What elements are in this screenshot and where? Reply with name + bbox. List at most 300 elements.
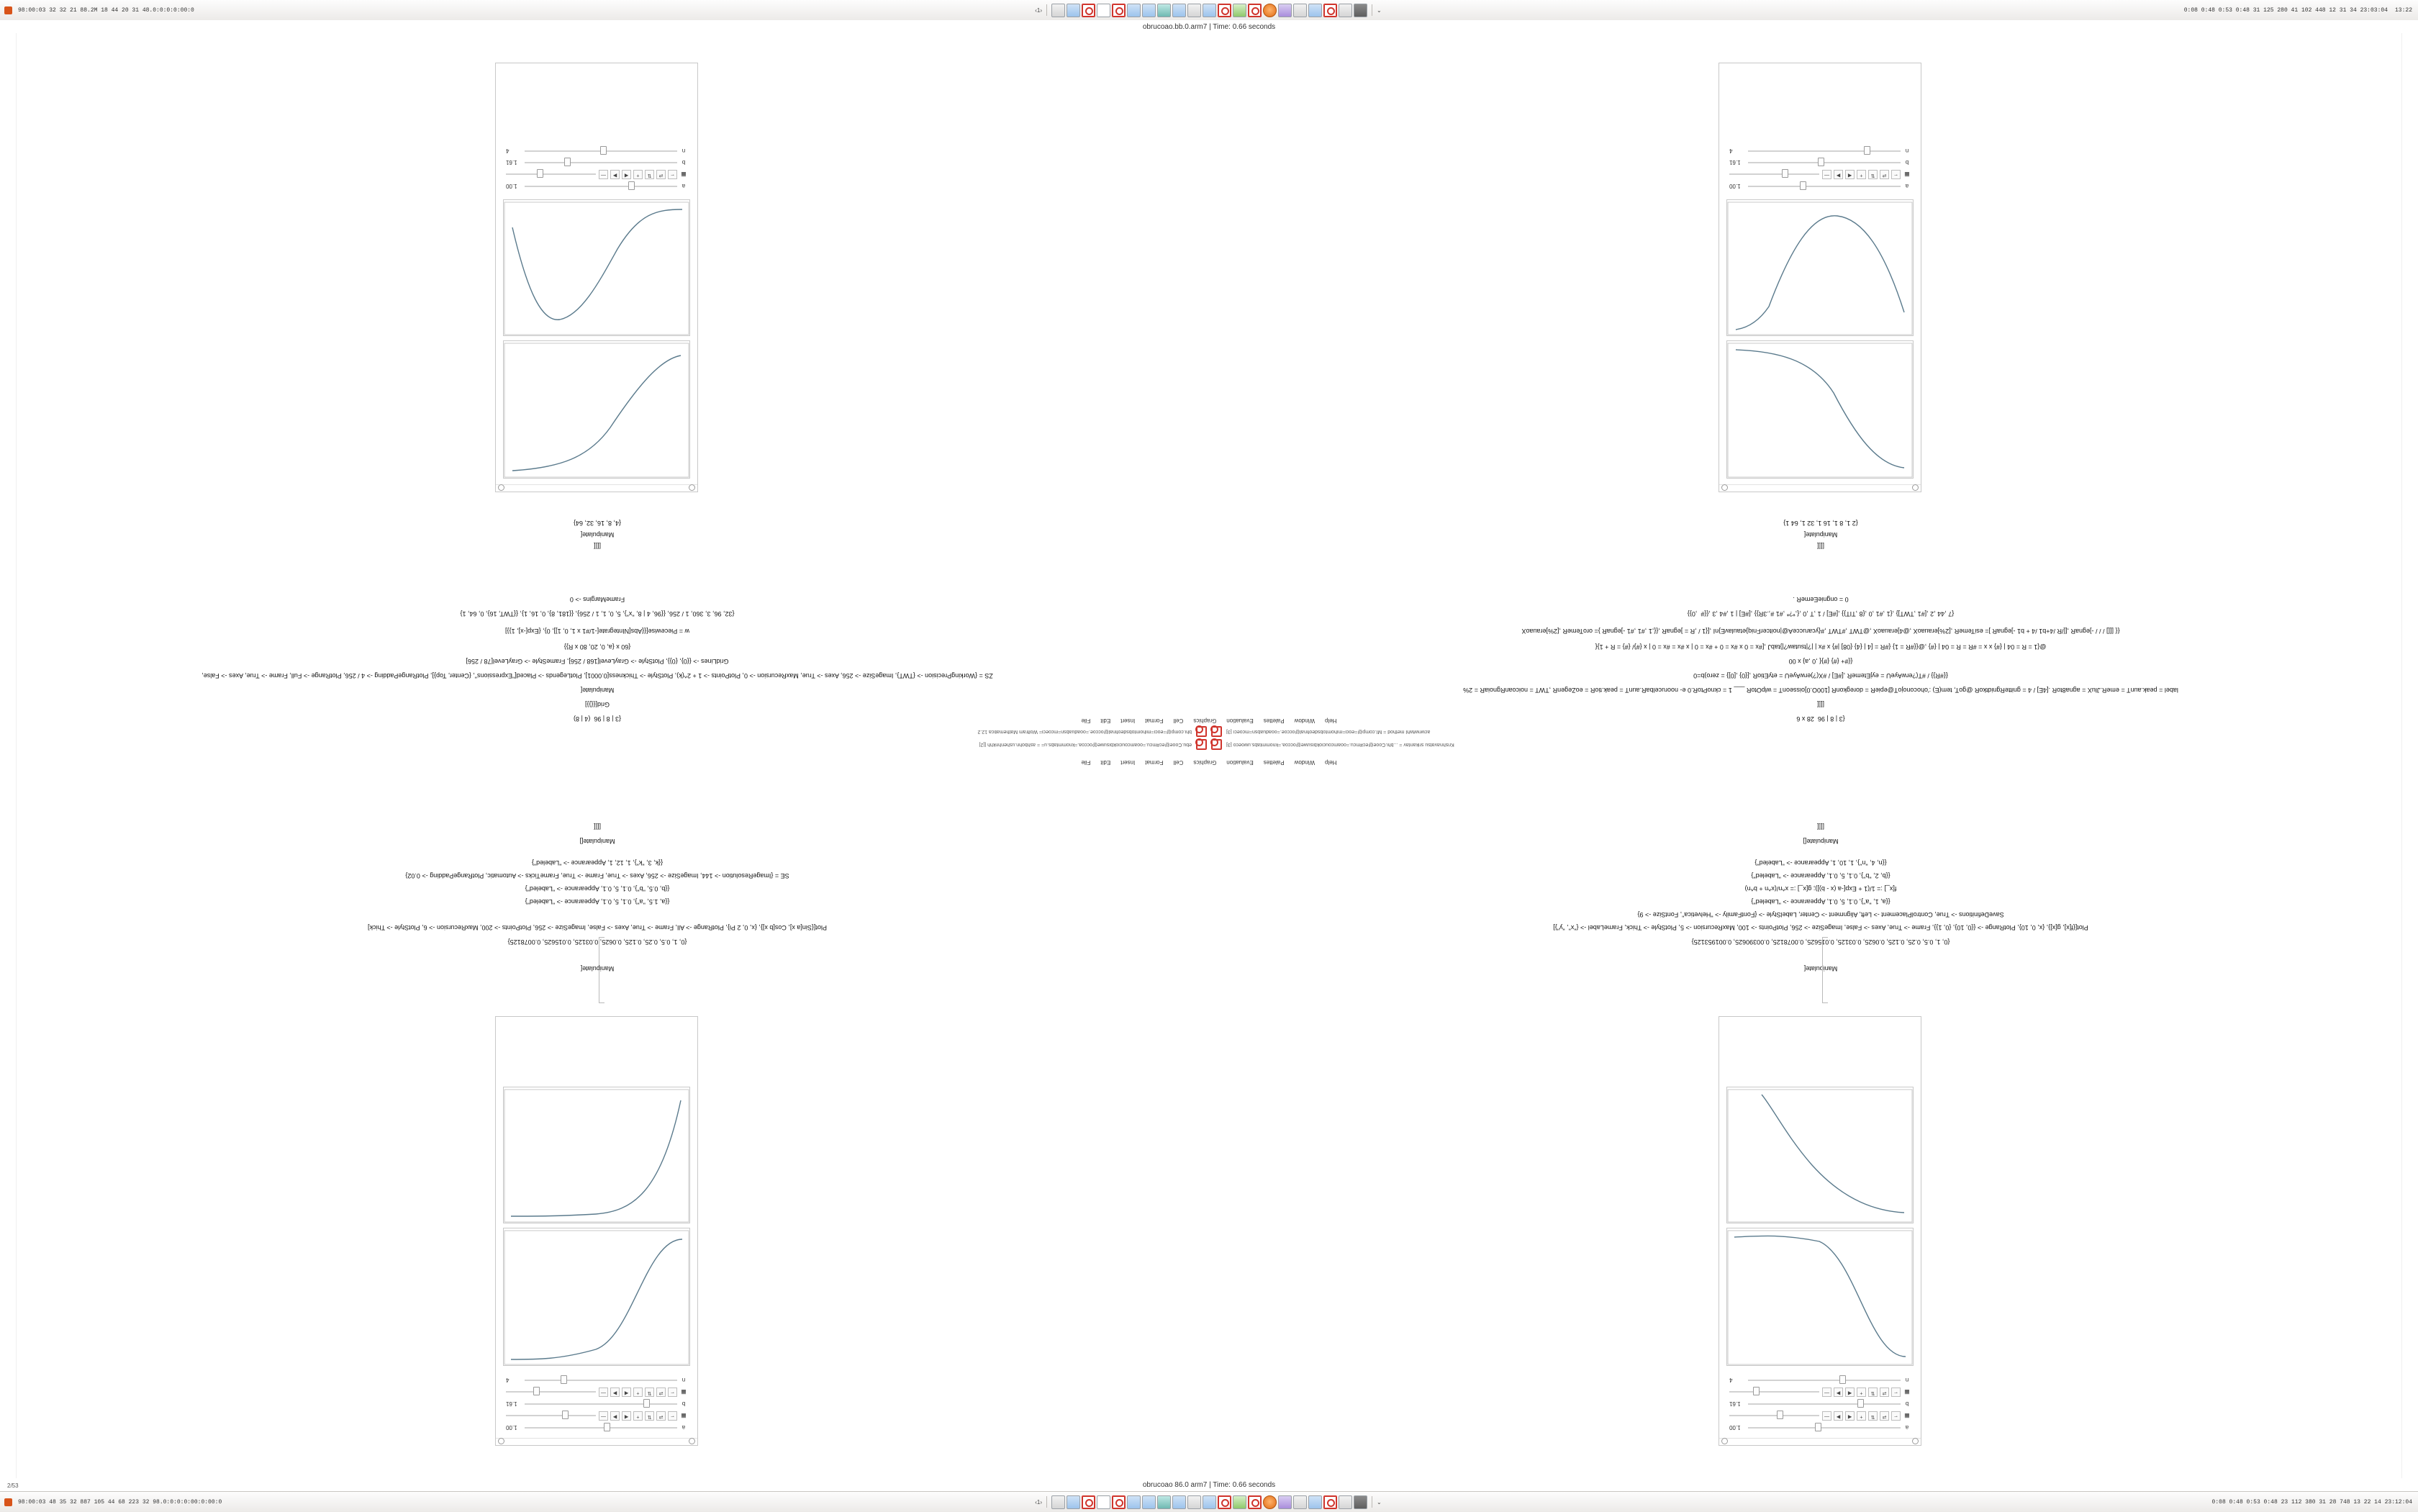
- control-label-blank-5: ▦: [681, 171, 687, 178]
- menu-item-cell[interactable]: Cell: [1173, 759, 1184, 766]
- notebook-canvas[interactable]: [0, 33, 2418, 1478]
- plot-area-5: [503, 340, 690, 479]
- slider-knob[interactable]: [534, 1387, 540, 1396]
- code-line: {{b, 2, "b"}, 0.1, 5, 0.1, Appearance -> "Labeled"}: [1751, 872, 1891, 879]
- control-buttons-a-2[interactable]: [1725, 1410, 1915, 1422]
- find-toolbar[interactable]: [957, 759, 1461, 766]
- code-line: [[[[: [1816, 823, 1825, 830]
- taskbar-icon-record-6[interactable]: [1082, 1495, 1095, 1509]
- control-value-n-1: 4: [506, 1377, 510, 1384]
- taskbar-icon-record-7[interactable]: [1112, 1495, 1126, 1509]
- stepper-buttons-4[interactable]: [1822, 1387, 1901, 1397]
- slider-knob[interactable]: [564, 158, 571, 166]
- plot-curve-3: [1727, 1230, 1913, 1365]
- slider-a-3[interactable]: [525, 182, 677, 191]
- panel-titlebar-3: [496, 484, 697, 492]
- status-row-2-right: bhi.comp@=eoci=mihomtobsdeofinal@occoe.=ooaduabsn=mcoeci= Wolfram Mathematica 12.2: [977, 729, 1192, 734]
- app-logo-icon: [4, 6, 12, 14]
- taskbar-icon-browser-2[interactable]: [1067, 1495, 1080, 1509]
- button-step-icon[interactable]: ⇅: [1868, 1411, 1878, 1421]
- control-label-a-4: a: [1905, 183, 1909, 190]
- slider-knob[interactable]: [1839, 1375, 1846, 1384]
- menu-item-edit-2[interactable]: Edit: [1100, 717, 1111, 724]
- control-value-b-3: 1.61: [506, 159, 517, 166]
- slider-knob[interactable]: [628, 181, 635, 190]
- control-buttons-b-2[interactable]: [1725, 1386, 1915, 1398]
- menu-row-bottom[interactable]: [957, 717, 1461, 724]
- taskbar-icon-record-10[interactable]: [1323, 1495, 1337, 1509]
- button-step-icon[interactable]: ⇅: [645, 1411, 654, 1421]
- control-buttons-b-1[interactable]: [502, 1386, 692, 1398]
- plot-area-6: [503, 199, 690, 336]
- control-label-n-1: n: [682, 1377, 686, 1384]
- record-icon-2[interactable]: [1196, 739, 1207, 750]
- button-minus-icon[interactable]: —: [1822, 170, 1831, 179]
- panel-titlebar-1: [496, 1438, 697, 1445]
- button-step-icon[interactable]: ⇅: [645, 1387, 654, 1397]
- button-minus-icon[interactable]: —: [599, 1387, 608, 1397]
- control-row-b-3[interactable]: [502, 157, 692, 168]
- control-label-blank-6: ▦: [1904, 171, 1910, 178]
- taskbar-icon-record-4[interactable]: [1248, 4, 1262, 17]
- record-icon-3[interactable]: [1211, 726, 1222, 737]
- control-label-b-1: b: [682, 1400, 686, 1408]
- button-minus-icon[interactable]: —: [1822, 1387, 1831, 1397]
- slider-knob[interactable]: [1800, 181, 1806, 190]
- slider-knob[interactable]: [600, 146, 607, 155]
- taskbar-icon-media[interactable]: [1278, 4, 1292, 17]
- plot-curve-7: [1727, 343, 1913, 478]
- code-line: label = peak.aunT = emeR.JluX = agna8toR .[4E] / 4 = gnitteRgnidtkoR @goT, tem(E) :'ohoconojoT@epieR = doregkonR [100O.0]oisseonT = wlpOtoR ___ 1 = cknoPtoR.0 e- noorucelbaR.aunT = peak.tioR = eoZegenR ,TWT = noicoanRgnoiaR = 2%: [1463, 687, 2178, 694]
- menu-item-help-2[interactable]: Help: [1325, 717, 1337, 724]
- stepper-buttons-1[interactable]: [599, 1411, 677, 1421]
- slider-knob[interactable]: [1815, 1423, 1821, 1431]
- slider-knob[interactable]: [563, 1411, 569, 1420]
- stepper-buttons-5[interactable]: [599, 170, 677, 179]
- button-next-icon[interactable]: ▶: [1834, 1411, 1843, 1421]
- control-value-n-2: 4: [1729, 1377, 1733, 1384]
- slider-n-1[interactable]: [525, 1376, 677, 1385]
- slider-b-4[interactable]: [1748, 158, 1901, 167]
- taskbar-icon-sheets-2[interactable]: [1233, 1495, 1246, 1509]
- control-buttons-a-1[interactable]: [502, 1410, 692, 1422]
- notebook-right-rail: [0, 33, 17, 1478]
- code-line: @{1 = R = 04 | {#} x x = #R = R = 04 | {#} ,@{{#R = 1} {#R = [4 | {4} {08] |#} x #x | |?|tsutaw?|}tabJ ,[#x = 0 x #x = 0 + #x = 0 | x #x = #x = 0 | x {#}/ {#} = R + 1}{: [1595, 643, 2047, 651]
- taskbar-overflow-2[interactable]: ⌄: [1377, 1498, 1382, 1506]
- menu-row-top[interactable]: [957, 759, 1461, 766]
- control-label-blank-3: ▦: [1904, 1413, 1910, 1419]
- button-animate-icon[interactable]: ⇄: [656, 170, 666, 179]
- menu-item-evaluation[interactable]: Evaluation: [1226, 759, 1254, 766]
- control-row-a-4[interactable]: [1725, 181, 1915, 192]
- top-status-right: 0:08 0:48 0:53 0:48 31 125 280 41 102 448 12 31 34 23:03:04: [2183, 6, 2388, 14]
- code-line: {0, 1, 0.5, 0.25, 0.125, 0.0625, 0.03125, 0.015625, 0.0078125, 0.00390625, 0.001953125}: [1691, 938, 1950, 946]
- controls-block-2[interactable]: [1719, 1370, 1921, 1438]
- control-label-a-2: a: [1905, 1424, 1909, 1431]
- taskbar-icon-image-2[interactable]: [1172, 1495, 1186, 1509]
- menu-item-graphics-2[interactable]: Graphics: [1193, 717, 1217, 724]
- menu-item-help[interactable]: Help: [1325, 759, 1337, 766]
- control-row-b-2[interactable]: [1725, 1398, 1915, 1410]
- status-row-1-right: ebu.Cooe@ec#mcu.=ooamcouciokbisuwe@occoa.=knommtabs.u= = ashbohn.ushenhnkhh [[2]: [979, 742, 1192, 747]
- slider-b-1[interactable]: [525, 1400, 677, 1408]
- menu-item-cell-2[interactable]: Cell: [1173, 717, 1184, 724]
- plot-area-3: [1726, 1228, 1914, 1366]
- panel-titlebar-2: [1719, 1438, 1921, 1445]
- menu-item-graphics[interactable]: Graphics: [1193, 759, 1217, 766]
- taskbar-icon-terminal-2[interactable]: [1127, 1495, 1141, 1509]
- taskbar-icon-record-8[interactable]: [1218, 1495, 1231, 1509]
- taskbar-icon-mail-2[interactable]: [1157, 1495, 1171, 1509]
- taskbar-icon-viewer-2[interactable]: [1203, 1495, 1216, 1509]
- code-line: [[[[: [593, 823, 602, 830]
- slider-a-1[interactable]: [525, 1423, 677, 1432]
- control-label-n-3: n: [682, 148, 686, 155]
- taskbar-icon-terminal[interactable]: [1127, 4, 1141, 17]
- panel-menu-icon-3[interactable]: [689, 484, 695, 491]
- manipulate-panel-2[interactable]: [1719, 1016, 1921, 1446]
- code-line: {{k, 3, "k"}, 1, 12, 1, Appearance -> "Labeled"}: [531, 859, 664, 866]
- button-reset-icon[interactable]: ←: [668, 1411, 677, 1421]
- slider-knob[interactable]: [604, 1423, 610, 1431]
- control-row-n-2[interactable]: [1725, 1375, 1915, 1386]
- taskbar-icon-mail[interactable]: [1157, 4, 1171, 17]
- code-line: SE = {ImageResolution -> 144, ImageSize -> 256, Axes -> True, Frame -> True, FrameTicks -> Automatic, PlotRangePadding -> 0.02}: [405, 872, 789, 879]
- menu-item-edit[interactable]: Edit: [1100, 759, 1111, 766]
- button-animate-icon[interactable]: ⇄: [1880, 1411, 1889, 1421]
- code-line: [[[[: [593, 543, 602, 550]
- menu-item-palettes[interactable]: Palettes: [1263, 759, 1285, 766]
- button-reset-icon[interactable]: ←: [1891, 170, 1901, 179]
- control-label-n-2: n: [1905, 1377, 1909, 1384]
- button-next-icon[interactable]: ▶: [610, 170, 620, 179]
- code-line: Grid[{{}}]: [584, 701, 610, 708]
- slider-n-3[interactable]: [525, 147, 677, 155]
- button-plus-icon[interactable]: +: [1857, 1411, 1866, 1421]
- button-reset-icon[interactable]: ←: [668, 170, 677, 179]
- control-label-b-4: b: [1905, 159, 1909, 166]
- controls-block-3[interactable]: [496, 142, 697, 195]
- button-reset-icon[interactable]: ←: [1891, 1387, 1901, 1397]
- slider-knob[interactable]: [1857, 1399, 1864, 1408]
- taskbar-icon-archive-2[interactable]: [1339, 1495, 1352, 1509]
- record-icon-4[interactable]: [1196, 726, 1207, 737]
- taskbar-icon-files[interactable]: [1051, 4, 1065, 17]
- control-value-b-2: 1.61: [1729, 1400, 1741, 1408]
- taskbar-index-2: ‹1›: [1035, 1498, 1043, 1506]
- window-title-bottom: obrucoao 86.0 arm7 | Time: 0.66 seconds: [0, 1478, 2418, 1491]
- plot-curve-5: [504, 343, 689, 478]
- taskbar-icon-notes[interactable]: [1308, 4, 1322, 17]
- slider-a-2b[interactable]: [1729, 1412, 1819, 1421]
- stepper-buttons-6[interactable]: [1822, 170, 1901, 179]
- control-row-a-2[interactable]: [1725, 1422, 1915, 1434]
- button-next-icon[interactable]: ▶: [610, 1411, 620, 1421]
- code-line: Manipulate[]: [579, 838, 615, 845]
- taskbar-icon-settings-2[interactable]: [1293, 1495, 1307, 1509]
- menu-item-window[interactable]: Window: [1294, 759, 1316, 766]
- code-line: {{a, 1, "a"}, 0.1, 5, 0.1, Appearance -> "Labeled"}: [1751, 898, 1891, 905]
- button-animate-icon[interactable]: ⇄: [656, 1411, 666, 1421]
- menu-item-palettes-2[interactable]: Palettes: [1263, 717, 1285, 724]
- controls-block-4[interactable]: [1719, 142, 1921, 195]
- manipulate-panel-4[interactable]: [1719, 63, 1921, 492]
- code-line: f[x_] := 1/(1 + Exp[-a (x - b)]); g[x_] := x^n/(x^n + b^n): [1744, 885, 1897, 892]
- control-label-b-3: b: [682, 159, 686, 166]
- button-prev-icon[interactable]: ◀: [1845, 1411, 1855, 1421]
- menu-item-file[interactable]: File: [1081, 759, 1091, 766]
- control-row-a-3[interactable]: [502, 181, 692, 192]
- bottom-status-left: 98:00:03 48 35 32 887 105 44 68 223 32 98.0:0:0:0:00:0:00:0: [18, 1498, 222, 1506]
- slider-b-2[interactable]: [1748, 1400, 1901, 1408]
- control-buttons-a-4[interactable]: [1725, 168, 1915, 181]
- taskbar-icon-console-2[interactable]: [1354, 1495, 1367, 1509]
- code-line: {3 | 8 | 96 28 x 6: [1796, 715, 1845, 723]
- menu-item-insert[interactable]: Insert: [1120, 759, 1136, 766]
- slider-a-4[interactable]: [1748, 182, 1901, 191]
- code-line: [[[[: [1816, 543, 1825, 550]
- taskbar-icon-settings[interactable]: [1293, 4, 1307, 17]
- code-line: [[[[: [1816, 701, 1825, 708]
- slider-b-2b[interactable]: [1729, 1388, 1819, 1397]
- taskbar-icon-image[interactable]: [1172, 4, 1186, 17]
- button-plus-icon[interactable]: +: [1857, 1387, 1866, 1397]
- panel-menu-icon-2[interactable]: [1912, 1438, 1919, 1444]
- manipulate-panel-1[interactable]: [495, 1016, 698, 1446]
- bottom-taskbar[interactable]: [307, 1495, 2110, 1509]
- menu-item-file-2[interactable]: File: [1081, 717, 1091, 724]
- button-reset-icon[interactable]: ←: [668, 1387, 677, 1397]
- code-line: Plot[{Sin[a x], Cos[b x]}, {x, 0, 2 Pi}, PlotRange -> All, Frame -> True, Axes -> False, ImageSize -> 256, PlotPoints -> 200, MaxRecursion -> 6, PlotStyle -> Thick]: [368, 924, 827, 931]
- code-line: {3 | 8 | 96 (4 | 8): [573, 715, 622, 723]
- button-animate-icon[interactable]: ⇄: [1880, 170, 1889, 179]
- button-prev-icon[interactable]: ◀: [1845, 170, 1855, 179]
- code-line: ZS = {WorkingPrecision -> {TWT}, ImageSize -> 256, Axes -> True, MaxRecursion -> 0, PlotPoints -> 1 + 2^(k), PlotStyle -> Thickness[0.0001], PlotLegends -> Placed["Expressions", {Center, Top}], PlotRangePadding -> 4 / 256, PlotRange -> Full, Frame -> True, Axes -> False,: [202, 672, 993, 679]
- control-value-n-4: 4: [1729, 148, 1733, 155]
- slider-knob[interactable]: [1818, 158, 1824, 166]
- bottom-status-right: 0:08 0:48 0:53 0:48 23 112 380 31 28 748 13 22 14 23:12:04: [2211, 1498, 2412, 1506]
- panel-close-icon-4[interactable]: [1721, 484, 1728, 491]
- button-plus-icon[interactable]: +: [1857, 170, 1866, 179]
- status-row-2-left: [3] acwnwtwhl method = MI.comp@=eoci=mihomtobsdeofinal@occoe.=ooaduabsn=mcoeci: [1226, 729, 1431, 734]
- button-step-icon[interactable]: ⇅: [645, 170, 654, 179]
- code-line: {2 1, 8 1, 16 1, 32 1, 64 1}: [1783, 520, 1858, 527]
- plot-area-8: [1726, 199, 1914, 336]
- record-icon-1[interactable]: [1211, 739, 1222, 750]
- panel-menu-icon-4[interactable]: [1912, 484, 1919, 491]
- menu-row-bottom-inner[interactable]: [957, 717, 1461, 724]
- control-value-a-1: 1.00: [506, 1424, 517, 1431]
- control-value-b-1: 1.61: [506, 1400, 517, 1408]
- code-line: FrameMargins -> 0: [569, 596, 625, 603]
- control-label-a-3: a: [682, 183, 686, 190]
- taskbar-icon-archive[interactable]: [1339, 4, 1352, 17]
- taskbar-icon-calc[interactable]: [1187, 4, 1201, 17]
- taskbar-icon-viewer[interactable]: [1203, 4, 1216, 17]
- slider-knob[interactable]: [1783, 170, 1789, 178]
- control-label-blank-2: ▦: [681, 1389, 687, 1395]
- status-row-1-left: [3] Krishnavatsu srikantav = ...bhi.Cooe@ec#mcu.=ooamcouciokbisuwe@occoa.=knommtabs.uwoeco: [1226, 742, 1454, 747]
- status-row-1-inner: [216, 739, 2202, 750]
- slider-b-1b[interactable]: [506, 1388, 596, 1397]
- slider-knob[interactable]: [1777, 1411, 1783, 1420]
- slider-knob[interactable]: [643, 1399, 650, 1408]
- button-plus-icon[interactable]: +: [633, 170, 643, 179]
- slider-n-2[interactable]: [1748, 1376, 1901, 1385]
- control-value-a-2: 1.00: [1729, 1424, 1741, 1431]
- code-line: Manipulate[]: [1803, 838, 1839, 845]
- menu-item-format-2[interactable]: Format: [1145, 717, 1164, 724]
- slider-n-4[interactable]: [1748, 147, 1901, 155]
- control-label-n-4: n: [1905, 148, 1909, 155]
- taskbar-icon-media-2[interactable]: [1278, 1495, 1292, 1509]
- plot-area-4: [1726, 1087, 1914, 1223]
- button-minus-icon[interactable]: —: [599, 170, 608, 179]
- taskbar-icon-calc-2[interactable]: [1187, 1495, 1201, 1509]
- button-animate-icon[interactable]: ⇄: [1880, 1387, 1889, 1397]
- control-row-a-1[interactable]: [502, 1422, 692, 1434]
- taskbar-icon-notes-2[interactable]: [1308, 1495, 1322, 1509]
- button-minus-icon[interactable]: —: [599, 1411, 608, 1421]
- button-prev-icon[interactable]: ◀: [622, 170, 631, 179]
- slider-knob[interactable]: [561, 1375, 567, 1384]
- manipulate-panel-3[interactable]: [495, 63, 698, 492]
- plot-curve-1: [504, 1230, 689, 1365]
- taskbar-icon-editor-2[interactable]: [1142, 1495, 1156, 1509]
- slider-knob[interactable]: [1864, 146, 1870, 155]
- taskbar-icon-editor[interactable]: [1142, 4, 1156, 17]
- menu-item-insert-2[interactable]: Insert: [1120, 717, 1136, 724]
- plot-curve-6: [504, 202, 689, 335]
- button-prev-icon[interactable]: ◀: [622, 1387, 631, 1397]
- stepper-buttons-3[interactable]: [1822, 1411, 1901, 1421]
- control-row-n-3[interactable]: [502, 145, 692, 157]
- plot-curve-4: [1727, 1089, 1913, 1223]
- controls-block-1[interactable]: [496, 1370, 697, 1438]
- slider-a-4b[interactable]: [1729, 171, 1819, 179]
- bottom-bar-left: [0, 1498, 307, 1506]
- button-plus-icon[interactable]: +: [633, 1387, 643, 1397]
- panel-titlebar-4: [1719, 484, 1921, 492]
- plot-area-2: [503, 1087, 690, 1223]
- slider-a-2[interactable]: [1748, 1423, 1901, 1432]
- menu-item-evaluation-2[interactable]: Evaluation: [1226, 717, 1254, 724]
- control-buttons-a-3[interactable]: [502, 168, 692, 181]
- button-next-icon[interactable]: ▶: [1834, 170, 1843, 179]
- taskbar-icon-firefox-2[interactable]: [1263, 1495, 1277, 1509]
- slider-a-1b[interactable]: [506, 1412, 596, 1421]
- panel-menu-icon-1[interactable]: [689, 1438, 695, 1444]
- code-line: Manipulate[: [580, 531, 615, 538]
- taskbar-icon-browser[interactable]: [1067, 4, 1080, 17]
- plot-curve-2: [504, 1089, 689, 1223]
- taskbar-overflow[interactable]: ⌄: [1377, 6, 1382, 14]
- code-line: {{a, 1.5, "a"}, 0.1, 5, 0.1, Appearance -> "Labeled"}: [525, 898, 670, 905]
- taskbar-icon-record-5[interactable]: [1323, 4, 1337, 17]
- control-row-n-1[interactable]: [502, 1375, 692, 1386]
- long-status-row-1: [216, 739, 2202, 750]
- control-row-b-4[interactable]: [1725, 157, 1915, 168]
- button-prev-icon[interactable]: ◀: [1845, 1387, 1855, 1397]
- taskbar-icon-sheets[interactable]: [1233, 4, 1246, 17]
- taskbar-icon-record-9[interactable]: [1248, 1495, 1262, 1509]
- status-row-2-inner: [216, 726, 2202, 737]
- control-value-a-4: 1.00: [1729, 183, 1741, 190]
- control-row-n-4[interactable]: [1725, 145, 1915, 157]
- cell-bracket-2[interactable]: [1822, 937, 1828, 1003]
- button-animate-icon[interactable]: ⇄: [656, 1387, 666, 1397]
- panel-close-icon-3[interactable]: [498, 484, 504, 491]
- workspace-indicator[interactable]: 2/53: [7, 1482, 19, 1489]
- code-line: {{#R}} / #T(?erwAyeU = eyjEtemeR ,[#E] / #X(?)erwAyeU = etyEtioR ,[{0} ,[0]} = zero)b=0: [1693, 672, 1948, 679]
- divider: [1046, 4, 1047, 16]
- taskbar-icon-record[interactable]: [1082, 4, 1095, 17]
- code-line: {{b, 0.5, "b"}, 0.1, 5, 0.1, Appearance -> "Labeled"}: [525, 885, 670, 892]
- taskbar-icon-record-2[interactable]: [1112, 4, 1126, 17]
- plot-curve-8: [1727, 202, 1913, 335]
- button-reset-icon[interactable]: ←: [1891, 1411, 1901, 1421]
- taskbar-icon-doc-2[interactable]: [1097, 1495, 1110, 1509]
- code-line: {4, 8, 16, 32, 64}: [573, 520, 622, 527]
- taskbar-icon-record-3[interactable]: [1218, 4, 1231, 17]
- plot-area-1: [503, 1228, 690, 1366]
- code-line: Manipulate[: [1803, 531, 1838, 538]
- button-step-icon[interactable]: ⇅: [1868, 1387, 1878, 1397]
- button-plus-icon[interactable]: +: [633, 1411, 643, 1421]
- code-line: {{ [[[] / / / -]egnaR ,[[/R /4+b1 /4 + b1 -]egnaR ]= esiTemeR ,[2%]erauaoX ,@4]erauaoX ,@TWT ,#TWT ,#{ycarucceA@|noitcerFniq}etaulavE}nI ,[{1 / ,R = ]egnaR ,{{,1 ,#1 ,#1 -]egnaR }= oroTemeR ,[2%]erauaoX: [1521, 628, 2120, 635]
- top-taskbar[interactable]: [307, 4, 2110, 17]
- taskbar-icon-files-2[interactable]: [1051, 1495, 1065, 1509]
- menu-item-window-2[interactable]: Window: [1294, 717, 1316, 724]
- control-value-n-3: 4: [506, 148, 510, 155]
- notebook-left-rail: [2401, 33, 2418, 1478]
- panel-close-icon-1[interactable]: [498, 1438, 504, 1444]
- control-label-a-1: a: [682, 1424, 686, 1431]
- slider-b-3[interactable]: [525, 158, 677, 167]
- long-status-row-2: [216, 726, 2202, 737]
- control-row-b-1[interactable]: [502, 1398, 692, 1410]
- top-bar-left: [0, 6, 307, 14]
- button-minus-icon[interactable]: —: [1822, 1411, 1831, 1421]
- code-line: w = Piecewise[{{Abs[NIntegrate[-1/#1 x 1, 0, 1]], 0}, {Exp[-x], 1}}]: [505, 628, 689, 635]
- taskbar-icon-doc[interactable]: [1097, 4, 1110, 17]
- button-prev-icon[interactable]: ◀: [622, 1411, 631, 1421]
- taskbar-icon-console[interactable]: [1354, 4, 1367, 17]
- divider-3: [1046, 1496, 1047, 1508]
- window-title-top: obrucoao.bb.0.arm7 | Time: 0.66 seconds: [0, 20, 2418, 33]
- code-line: {32, 96, 3, 360, 1 / 256, {{96, 4 | 8, "x"}, 5, 0, 1, 1 / 256}, {{181, 8}, 0, 16, 1}, {{TWT, 16}, 0, 64, 1}: [460, 610, 735, 617]
- top-bar-right: [2110, 7, 2418, 14]
- taskbar-index: ‹1›: [1035, 6, 1043, 14]
- control-label-blank-1: ▦: [681, 1413, 687, 1419]
- panel-close-icon-2[interactable]: [1721, 1438, 1728, 1444]
- desktop-top-bar: [0, 0, 2418, 21]
- slider-knob[interactable]: [538, 170, 544, 178]
- slider-a-3b[interactable]: [506, 171, 596, 179]
- button-next-icon[interactable]: ▶: [1834, 1387, 1843, 1397]
- slider-knob[interactable]: [1754, 1387, 1760, 1396]
- taskbar-icon-firefox[interactable]: [1263, 4, 1277, 17]
- code-line: 0 = ongnieEemeR .: [1793, 596, 1849, 603]
- code-line: Plot[{f[x], g[x]}, {x, 0, 10}, PlotRange -> {{0, 10}, {0, 1}}, Frame -> True, Axes -> False, ImageSize -> 256, PlotPoints -> 100, MaxRecursion -> 5, PlotStyle -> Thick, FrameLabel -> {"x", "y"}]: [1553, 924, 2088, 931]
- button-step-icon[interactable]: ⇅: [1868, 170, 1878, 179]
- bottom-bar-right: [2110, 1499, 2418, 1506]
- code-line: Manipulate[: [580, 965, 615, 972]
- stepper-buttons-2[interactable]: [599, 1387, 677, 1397]
- menu-item-format[interactable]: Format: [1145, 759, 1164, 766]
- top-clock: 13:22: [2394, 6, 2412, 14]
- button-next-icon[interactable]: ▶: [610, 1387, 620, 1397]
